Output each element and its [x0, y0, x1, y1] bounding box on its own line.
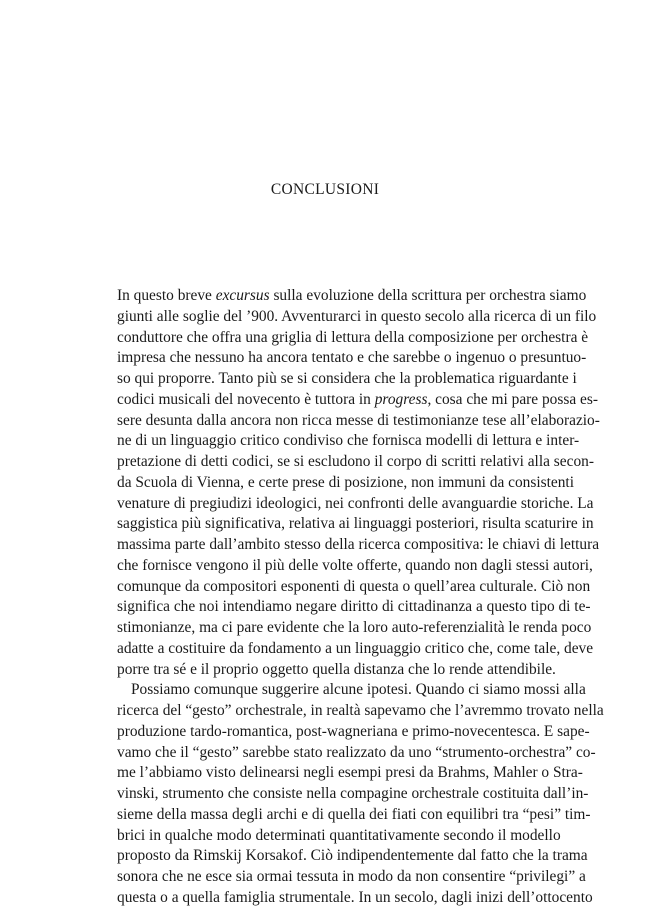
text-segment: questa o a quella famiglia strumentale. In un secolo, dagli inizi dell’ottocento — [117, 888, 593, 906]
text-line — [117, 701, 604, 722]
text-segment: vinski, strumento che consiste nella compagine orchestrale costituita dall’in- — [117, 785, 589, 802]
text-line — [117, 411, 600, 432]
text-line — [117, 680, 586, 701]
text-line — [117, 618, 592, 639]
text-segment: vamo che il “gesto” sarebbe stato realizzato da uno “strumento-orchestra” co- — [117, 743, 596, 761]
text-segment: da Scuola di Vienna, e certe prese di posizione, non immuni da consistenti — [117, 473, 574, 491]
text-segment: Possiamo comunque suggerire alcune ipotesi. Quando ci siamo mossi alla — [131, 681, 586, 699]
text-line — [117, 473, 574, 494]
text-line — [117, 805, 591, 826]
text-segment: sere desunta dalla ancora non ricca messe di testimonianze tese all’elaborazio- — [117, 411, 600, 429]
text-line — [117, 784, 589, 805]
text-segment: venature di pregiudizi ideologici, nei confronti delle avanguardie storiche. La — [117, 494, 594, 512]
text-segment: stimonianze, ma ci pare evidente che la loro auto-referenzialità le renda poco — [117, 619, 592, 636]
text-line — [117, 867, 586, 888]
text-segment: , cosa che mi pare possa es- — [427, 390, 598, 408]
text-line — [117, 307, 597, 328]
text-segment: che fornisce vengono il più delle volte offerte, quando non dagli stessi autori, — [117, 556, 593, 574]
text-line — [117, 431, 580, 452]
italic-term: progress — [374, 390, 428, 408]
text-line — [117, 577, 591, 598]
text-segment: pretazione di detti codici, se si escludono il corpo di scritti relativi alla secon- — [117, 453, 594, 470]
text-segment: adatte a costituire da fondamento a un linguaggio critico che, come tale, deve — [117, 639, 594, 657]
text-segment: brici in qualche modo determinati quantitativamente secondo il modello — [117, 826, 561, 844]
text-segment: sieme della massa degli archi e di quella dei fiati con equilibri tra “pesi” tim- — [117, 805, 591, 823]
text-line — [117, 286, 587, 307]
text-segment: impresa che nessuno ha ancora tentato e che sarebbe o ingenuo o presuntuo- — [117, 349, 587, 367]
chapter-title: CONCLUSIONI — [270, 181, 380, 198]
text-line — [117, 743, 596, 764]
text-line — [117, 514, 594, 535]
text-line — [117, 390, 598, 411]
text-segment: significa che noi intendiamo negare diritto di cittadinanza a questo tipo di te- — [117, 598, 591, 616]
text-segment: sulla evoluzione della scrittura per orchestra siamo — [269, 287, 587, 304]
text-segment: ricerca del “gesto” orchestrale, in realtà sapevamo che l’avremmo trovato nella — [117, 702, 604, 719]
text-segment: massima parte dall’ambito stesso della ricerca compositiva: le chiavi di lettura — [117, 536, 600, 553]
text-segment: sonora che ne esce sia ormai tessuta in modo da non consentire “privilegi” a — [117, 868, 586, 885]
italic-term: excursus — [215, 287, 270, 304]
text-segment: In questo breve — [117, 287, 216, 304]
text-segment: so qui proporre. Tanto più se si considera che la problematica riguardante i — [117, 370, 577, 387]
text-segment: produzione tardo-romantica, post-wagneriana e primo-novecentesca. E sape- — [117, 722, 590, 740]
text-line — [117, 494, 594, 515]
text-line — [117, 556, 593, 577]
text-segment: saggistica più significativa, relativa ai linguaggi posteriori, risulta scaturire in — [117, 515, 594, 533]
text-line — [117, 348, 587, 369]
text-segment: codici musicali del novecento è tuttora in — [117, 390, 375, 408]
text-segment: conduttore che offra una griglia di lettura della composizione per orchestra è — [117, 328, 589, 346]
text-line — [117, 846, 588, 867]
text-line — [117, 660, 560, 681]
text-line — [117, 535, 600, 556]
text-segment: comunque da compositori esponenti di questa o quell’area culturale. Ciò non — [117, 577, 591, 595]
text-line — [117, 597, 591, 618]
text-line — [117, 722, 590, 743]
text-segment: porre tra sé e il proprio oggetto quella distanza che lo rende attendibile. — [117, 660, 556, 678]
text-line — [117, 826, 560, 847]
text-segment: ne di un linguaggio critico condiviso che fornisca modelli di lettura e inter- — [117, 432, 580, 450]
text-line — [117, 888, 593, 909]
text-line — [117, 369, 577, 390]
text-segment: me l’abbiamo visto delinearsi negli esempi presi da Brahms, Mahler o Stra- — [117, 764, 583, 782]
text-segment: giunti alle soglie del ’900. Avventurarci in questo secolo alla ricerca di un filo — [117, 307, 597, 325]
body-text — [117, 286, 604, 909]
text-line — [117, 452, 594, 473]
text-line — [117, 328, 589, 349]
text-line — [117, 639, 594, 660]
text-segment: proposto da Rimskij Korsakof. Ciò indipendentemente dal fatto che la trama — [117, 847, 588, 865]
text-line — [117, 763, 583, 784]
